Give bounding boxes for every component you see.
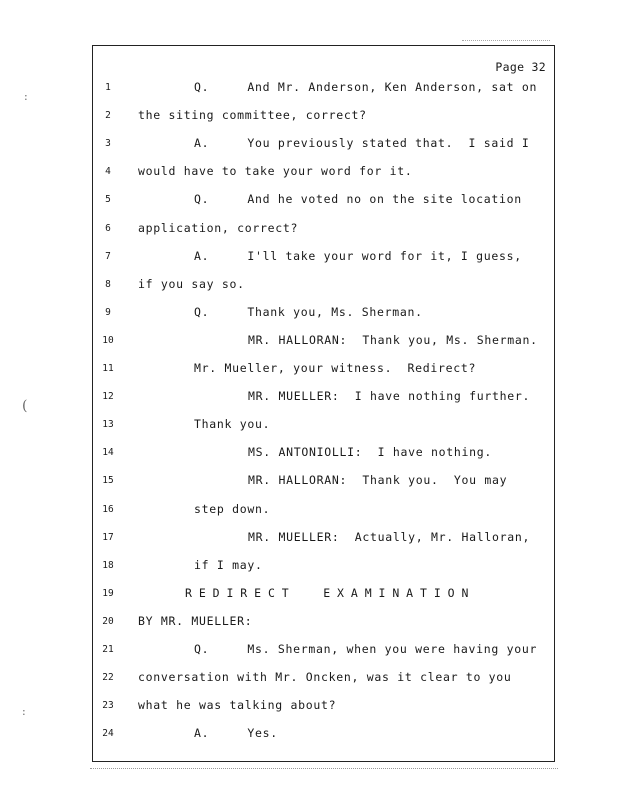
- margin-mark: :: [22, 705, 26, 718]
- line-number: 4: [105, 166, 111, 178]
- transcript-line: [93, 726, 554, 746]
- line-number: 3: [105, 138, 111, 150]
- line-number: 11: [102, 363, 114, 374]
- line-text: application, correct?: [138, 220, 299, 235]
- line-number: 14: [102, 447, 114, 459]
- transcript-line: [93, 192, 554, 212]
- line-text: Q. Ms. Sherman, when you were having your: [194, 642, 538, 656]
- line-number: 8: [105, 278, 111, 290]
- line-number: 5: [105, 194, 111, 206]
- transcript-line: [93, 277, 554, 297]
- line-text: MR. HALLORAN: Thank you. You may: [248, 473, 508, 488]
- transcript-line: [93, 249, 554, 269]
- line-text: Q. Thank you, Ms. Sherman.: [194, 304, 423, 319]
- line-text: the siting committee, correct?: [138, 108, 367, 123]
- line-text: what he was talking about?: [138, 698, 337, 713]
- transcript-page: [92, 45, 555, 762]
- line-text: MR. MUELLER: Actually, Mr. Halloran,: [248, 529, 531, 544]
- line-text: Mr. Mueller, your witness. Redirect?: [194, 361, 477, 375]
- scan-artifact: [90, 762, 558, 769]
- line-number: 10: [102, 334, 114, 346]
- transcript-line: [93, 136, 554, 156]
- line-number: 24: [102, 728, 114, 740]
- line-number: 2: [105, 110, 111, 122]
- scan-artifact: [462, 40, 550, 43]
- line-text: Q. And Mr. Anderson, Ken Anderson, sat on: [194, 80, 538, 94]
- line-number: 22: [102, 672, 114, 684]
- line-number: 19: [102, 587, 114, 599]
- line-number: 18: [102, 559, 114, 571]
- line-text: BY MR. MUELLER:: [138, 613, 253, 628]
- line-number: 15: [102, 475, 114, 487]
- transcript-line: [93, 361, 554, 381]
- transcript-line: [93, 698, 554, 718]
- line-number: 16: [102, 503, 114, 515]
- line-text: A. I'll take your word for it, I guess,: [194, 248, 522, 263]
- transcript-line: [93, 221, 554, 241]
- line-number: 1: [105, 82, 111, 93]
- transcript-line: [93, 558, 554, 578]
- line-number: 20: [102, 615, 114, 627]
- line-text: MR. HALLORAN: Thank you, Ms. Sherman.: [248, 332, 538, 347]
- line-number: 21: [102, 644, 114, 655]
- transcript-line: [93, 417, 554, 437]
- transcript-line: [93, 586, 554, 606]
- line-text: A. You previously stated that. I said I: [194, 136, 530, 151]
- transcript-line: [93, 80, 554, 100]
- line-text: would have to take your word for it.: [138, 164, 413, 179]
- transcript-line: [93, 445, 554, 465]
- transcript-line: [93, 530, 554, 550]
- margin-mark: :: [24, 90, 28, 103]
- line-number: 7: [105, 250, 111, 262]
- transcript-line: [93, 502, 554, 522]
- section-heading: REDIRECT EXAMINATION: [185, 585, 476, 600]
- transcript-line: [93, 333, 554, 353]
- margin-mark: (: [22, 398, 28, 414]
- transcript-line: [93, 108, 554, 128]
- line-text: conversation with Mr. Oncken, was it clear to you: [138, 670, 512, 685]
- line-text: MR. MUELLER: I have nothing further.: [248, 389, 531, 404]
- page-number: Page 32: [495, 60, 546, 74]
- line-text: if I may.: [194, 557, 263, 572]
- line-text: Thank you.: [194, 417, 271, 432]
- transcript-line: [93, 389, 554, 409]
- transcript-line: [93, 473, 554, 493]
- line-text: A. Yes.: [194, 726, 278, 741]
- line-number: 12: [102, 391, 114, 403]
- transcript-line: [93, 642, 554, 662]
- transcript-line: [93, 670, 554, 690]
- transcript-line: [93, 164, 554, 184]
- line-number: 17: [102, 531, 114, 543]
- transcript-line: [93, 305, 554, 325]
- line-text: step down.: [194, 501, 271, 516]
- transcript-line: [93, 614, 554, 634]
- line-number: 9: [105, 306, 111, 318]
- line-number: 6: [105, 222, 111, 234]
- line-text: if you say so.: [138, 276, 245, 291]
- line-text: MS. ANTONIOLLI: I have nothing.: [248, 445, 492, 460]
- line-number: 13: [102, 419, 114, 431]
- line-text: Q. And he voted no on the site location: [194, 192, 522, 207]
- line-number: 23: [102, 700, 114, 712]
